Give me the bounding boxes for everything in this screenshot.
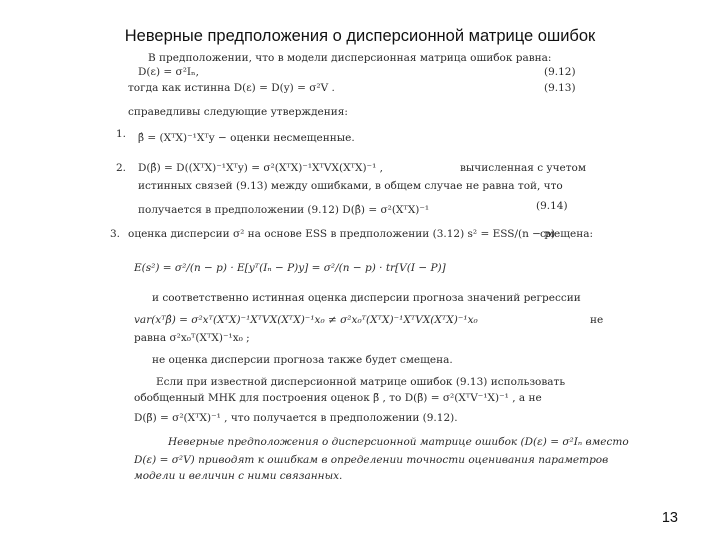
doc-line-20: модели и величин с ними связанных. xyxy=(134,470,343,482)
doc-line-09b: смещена: xyxy=(540,228,594,240)
doc-line-19: D(ε) = σ²V) приводят к ошибкам в определении точности оценивания параметров xyxy=(134,454,609,466)
scanned-document xyxy=(108,52,629,492)
doc-line-14: не оценка дисперсии прогноза также будет смещена. xyxy=(152,354,453,366)
doc-line-16: обобщенный МНК для построения оценок β̃ , то D(β̃) = σ²(XᵀV⁻¹X)⁻¹ , а не xyxy=(134,392,542,404)
page-number: 13 xyxy=(661,510,678,526)
item-1-number: 1. xyxy=(116,128,127,140)
doc-line-09a: оценка дисперсии σ² на основе ESS в предположении (3.12) s² = ESS/(n − p) xyxy=(128,228,556,240)
doc-line-11: и соответственно истинная оценка дисперсии прогноза значений регрессии xyxy=(152,292,581,304)
doc-line-02a: D(ε) = σ²Iₙ, xyxy=(138,66,199,78)
doc-line-08b: (9.14) xyxy=(536,200,568,212)
item-3-number: 3. xyxy=(110,228,121,240)
doc-line-08a: получается в предположении (9.12) D(β̂) = σ²(XᵀX)⁻¹ xyxy=(138,204,430,216)
doc-line-10: E(s²) = σ²/(n − p) · E[yᵀ(Iₙ − P)y] = σ²/(n − p) · tr[V(I − P)] xyxy=(134,262,446,274)
doc-line-01: В предположении, что в модели дисперсионная матрица ошибок равна: xyxy=(148,52,552,64)
doc-line-17: D(β̃) = σ²(XᵀX)⁻¹ , что получается в предположении (9.12). xyxy=(134,412,458,424)
doc-line-18: Неверные предположения о дисперсионной матрице ошибок (D(ε) = σ²Iₙ вместо xyxy=(168,436,629,448)
doc-line-12b: не xyxy=(590,314,604,326)
doc-line-05: β̂ = (XᵀX)⁻¹Xᵀy − оценки несмещенные. xyxy=(138,132,355,144)
doc-line-15: Если при известной дисперсионной матрице ошибок (9.13) использовать xyxy=(156,376,566,388)
doc-line-06a: D(β̂) = D((XᵀX)⁻¹Xᵀy) = σ²(XᵀX)⁻¹XᵀVX(XᵀX)⁻¹ , xyxy=(138,162,383,174)
doc-line-13: равна σ²x₀ᵀ(XᵀX)⁻¹x₀ ; xyxy=(134,332,250,344)
doc-line-03b: (9.13) xyxy=(544,82,576,94)
doc-line-12a: var(xᵀβ̂) = σ²xᵀ(XᵀX)⁻¹XᵀVX(XᵀX)⁻¹x₀ ≠ σ²x₀ᵀ(XᵀX)⁻¹XᵀVX(XᵀX)⁻¹x₀ xyxy=(134,314,478,326)
doc-line-04: справедливы следующие утверждения: xyxy=(128,106,348,118)
doc-line-02b: (9.12) xyxy=(544,66,576,78)
doc-line-03a: тогда как истинна D(ε) = D(y) = σ²V . xyxy=(128,82,335,94)
item-2-number: 2. xyxy=(116,162,127,174)
doc-line-06b: вычисленная с учетом xyxy=(460,162,587,174)
slide-title: Неверные предположения о дисперсионной матрице ошибок xyxy=(124,27,596,45)
doc-line-07: истинных связей (9.13) между ошибками, в общем случае не равна той, что xyxy=(138,180,563,192)
